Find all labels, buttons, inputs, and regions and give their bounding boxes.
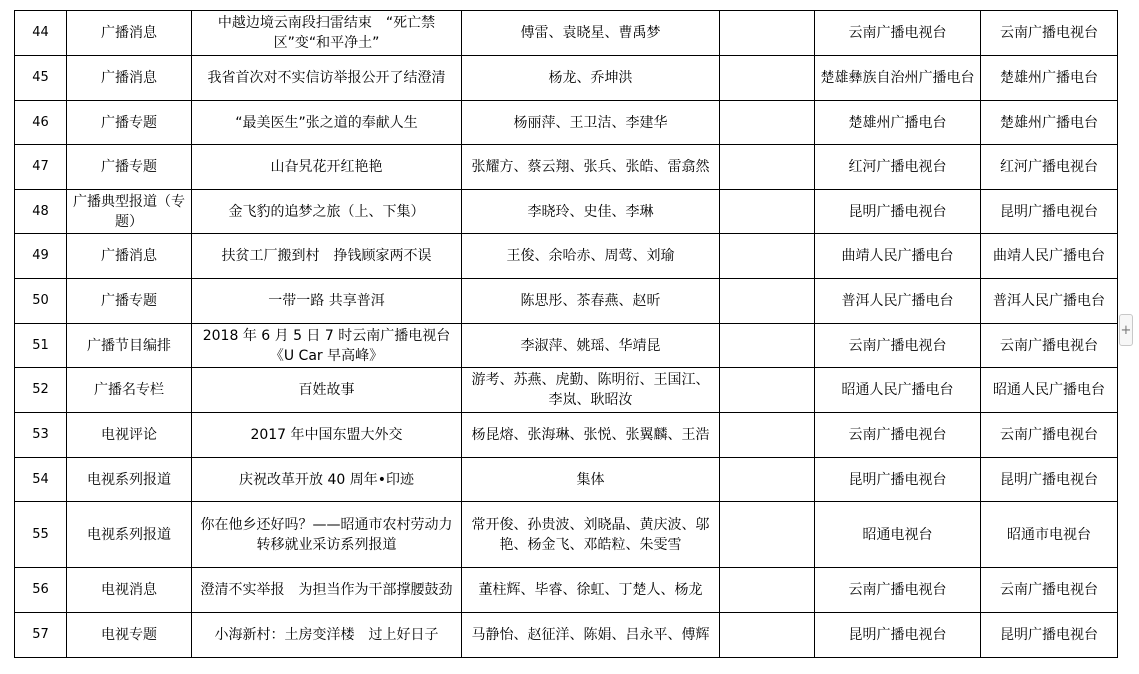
entry-number: 53 (15, 413, 67, 458)
entry-editor (720, 568, 815, 613)
entry-number: 52 (15, 368, 67, 413)
entry-title: 扶贫工厂搬到村 挣钱顾家两不误 (192, 234, 462, 279)
table-row (15, 11, 1118, 56)
entry-number: 45 (15, 56, 67, 101)
entry-category: 电视系列报道 (67, 502, 192, 568)
entry-authors: 王俊、余哈赤、周莺、刘瑜 (462, 234, 720, 279)
entry-editor (720, 56, 815, 101)
entry-title: 你在他乡还好吗？——昭通市农村劳动力转移就业采访系列报道 (192, 502, 462, 568)
entry-editor (720, 324, 815, 368)
entry-editor (720, 190, 815, 234)
entry-editor (720, 145, 815, 190)
plus-icon[interactable]: + (1119, 314, 1133, 346)
entry-recommender: 昆明广播电视台 (981, 190, 1118, 234)
entry-title: 2018 年 6 月 5 日 7 时云南广播电视台《U Car 早高峰》 (192, 324, 462, 368)
entry-recommender: 云南广播电视台 (981, 568, 1118, 613)
entry-number: 54 (15, 458, 67, 502)
entry-recommender: 曲靖人民广播电台 (981, 234, 1118, 279)
table-row (15, 568, 1118, 613)
entry-authors: 陈思彤、茶春燕、赵昕 (462, 279, 720, 324)
entry-editor (720, 11, 815, 56)
entry-authors: 杨龙、乔坤洪 (462, 56, 720, 101)
entry-category: 广播名专栏 (67, 368, 192, 413)
entry-recommender: 昆明广播电视台 (981, 458, 1118, 502)
entry-publisher: 昆明广播电视台 (815, 190, 981, 234)
entry-authors: 马静怡、赵征洋、陈娟、吕永平、傅辉 (462, 613, 720, 658)
entry-number: 55 (15, 502, 67, 568)
entry-publisher: 楚雄州广播电台 (815, 101, 981, 145)
entry-recommender: 红河广播电视台 (981, 145, 1118, 190)
entry-number: 44 (15, 11, 67, 56)
entry-number: 48 (15, 190, 67, 234)
entry-recommender: 普洱人民广播电台 (981, 279, 1118, 324)
entry-category: 广播专题 (67, 101, 192, 145)
entry-publisher: 红河广播电视台 (815, 145, 981, 190)
table-row (15, 413, 1118, 458)
entry-number: 47 (15, 145, 67, 190)
entry-number: 50 (15, 279, 67, 324)
entry-title: 澄清不实举报 为担当作为干部撑腰鼓劲 (192, 568, 462, 613)
entry-authors: 杨丽萍、王卫洁、李建华 (462, 101, 720, 145)
entry-category: 广播典型报道（专题） (67, 190, 192, 234)
entry-title: 庆祝改革开放 40 周年•印迹 (192, 458, 462, 502)
entry-editor (720, 368, 815, 413)
table-row (15, 234, 1118, 279)
table-row (15, 101, 1118, 145)
entry-authors: 集体 (462, 458, 720, 502)
entry-category: 电视评论 (67, 413, 192, 458)
entry-title: 一带一路 共享普洱 (192, 279, 462, 324)
entry-number: 57 (15, 613, 67, 658)
entry-category: 电视消息 (67, 568, 192, 613)
entry-number: 56 (15, 568, 67, 613)
table-row (15, 324, 1118, 368)
entry-editor (720, 279, 815, 324)
entry-editor (720, 613, 815, 658)
entry-title: 中越边境云南段扫雷结束 “死亡禁区”变“和平净土” (192, 11, 462, 56)
entry-recommender: 云南广播电视台 (981, 11, 1118, 56)
entry-authors: 李晓玲、史佳、李琳 (462, 190, 720, 234)
entry-publisher: 昭通电视台 (815, 502, 981, 568)
entry-publisher: 昆明广播电视台 (815, 613, 981, 658)
entry-category: 广播专题 (67, 279, 192, 324)
table-row (15, 56, 1118, 101)
entry-publisher: 云南广播电视台 (815, 11, 981, 56)
entry-title: 我省首次对不实信访举报公开了结澄清 (192, 56, 462, 101)
entry-number: 46 (15, 101, 67, 145)
entry-number: 51 (15, 324, 67, 368)
entry-title: 百姓故事 (192, 368, 462, 413)
entry-recommender: 云南广播电视台 (981, 413, 1118, 458)
table-row (15, 190, 1118, 234)
table-row (15, 502, 1118, 568)
entry-category: 电视系列报道 (67, 458, 192, 502)
entry-category: 广播消息 (67, 11, 192, 56)
entry-recommender: 昭通人民广播电台 (981, 368, 1118, 413)
entry-title: 金飞豹的追梦之旅（上、下集） (192, 190, 462, 234)
entry-category: 电视专题 (67, 613, 192, 658)
entry-recommender: 昭通市电视台 (981, 502, 1118, 568)
table-row (15, 145, 1118, 190)
entry-category: 广播消息 (67, 56, 192, 101)
entry-publisher: 普洱人民广播电台 (815, 279, 981, 324)
entry-category: 广播节目编排 (67, 324, 192, 368)
entry-authors: 常开俊、孙贵波、刘晓晶、黄庆波、邬艳、杨金飞、邓皓粒、朱雯雪 (462, 502, 720, 568)
entry-title: 山旮旯花开红艳艳 (192, 145, 462, 190)
entry-recommender: 楚雄州广播电台 (981, 56, 1118, 101)
entry-title: 小海新村：土房变洋楼 过上好日子 (192, 613, 462, 658)
entry-recommender: 昆明广播电视台 (981, 613, 1118, 658)
entry-authors: 李淑萍、姚瑶、华靖昆 (462, 324, 720, 368)
entry-category: 广播专题 (67, 145, 192, 190)
entry-number: 49 (15, 234, 67, 279)
entry-authors: 游考、苏燕、虎勤、陈明衍、王国江、李岚、耿昭汝 (462, 368, 720, 413)
entry-authors: 张耀方、蔡云翔、张兵、张皓、雷翕然 (462, 145, 720, 190)
table-row (15, 458, 1118, 502)
entry-recommender: 楚雄州广播电台 (981, 101, 1118, 145)
entry-publisher: 楚雄彝族自治州广播电台 (815, 56, 981, 101)
entry-authors: 杨昆熔、张海琳、张悦、张翼麟、王浩 (462, 413, 720, 458)
entry-recommender: 云南广播电视台 (981, 324, 1118, 368)
entry-publisher: 昆明广播电视台 (815, 458, 981, 502)
table-row (15, 613, 1118, 658)
entry-editor (720, 101, 815, 145)
entry-publisher: 云南广播电视台 (815, 568, 981, 613)
entry-authors: 董柱辉、毕睿、徐虹、丁楚人、杨龙 (462, 568, 720, 613)
entry-authors: 傅雷、袁晓星、曹禹梦 (462, 11, 720, 56)
entry-title: 2017 年中国东盟大外交 (192, 413, 462, 458)
entry-editor (720, 234, 815, 279)
entry-category: 广播消息 (67, 234, 192, 279)
entry-editor (720, 413, 815, 458)
table-row (15, 279, 1118, 324)
entry-publisher: 云南广播电视台 (815, 413, 981, 458)
entry-title: “最美医生”张之道的奉献人生 (192, 101, 462, 145)
entry-editor (720, 502, 815, 568)
entry-editor (720, 458, 815, 502)
entry-publisher: 昭通人民广播电台 (815, 368, 981, 413)
table-row (15, 368, 1118, 413)
entry-publisher: 云南广播电视台 (815, 324, 981, 368)
entry-publisher: 曲靖人民广播电台 (815, 234, 981, 279)
awards-table (14, 10, 1118, 658)
